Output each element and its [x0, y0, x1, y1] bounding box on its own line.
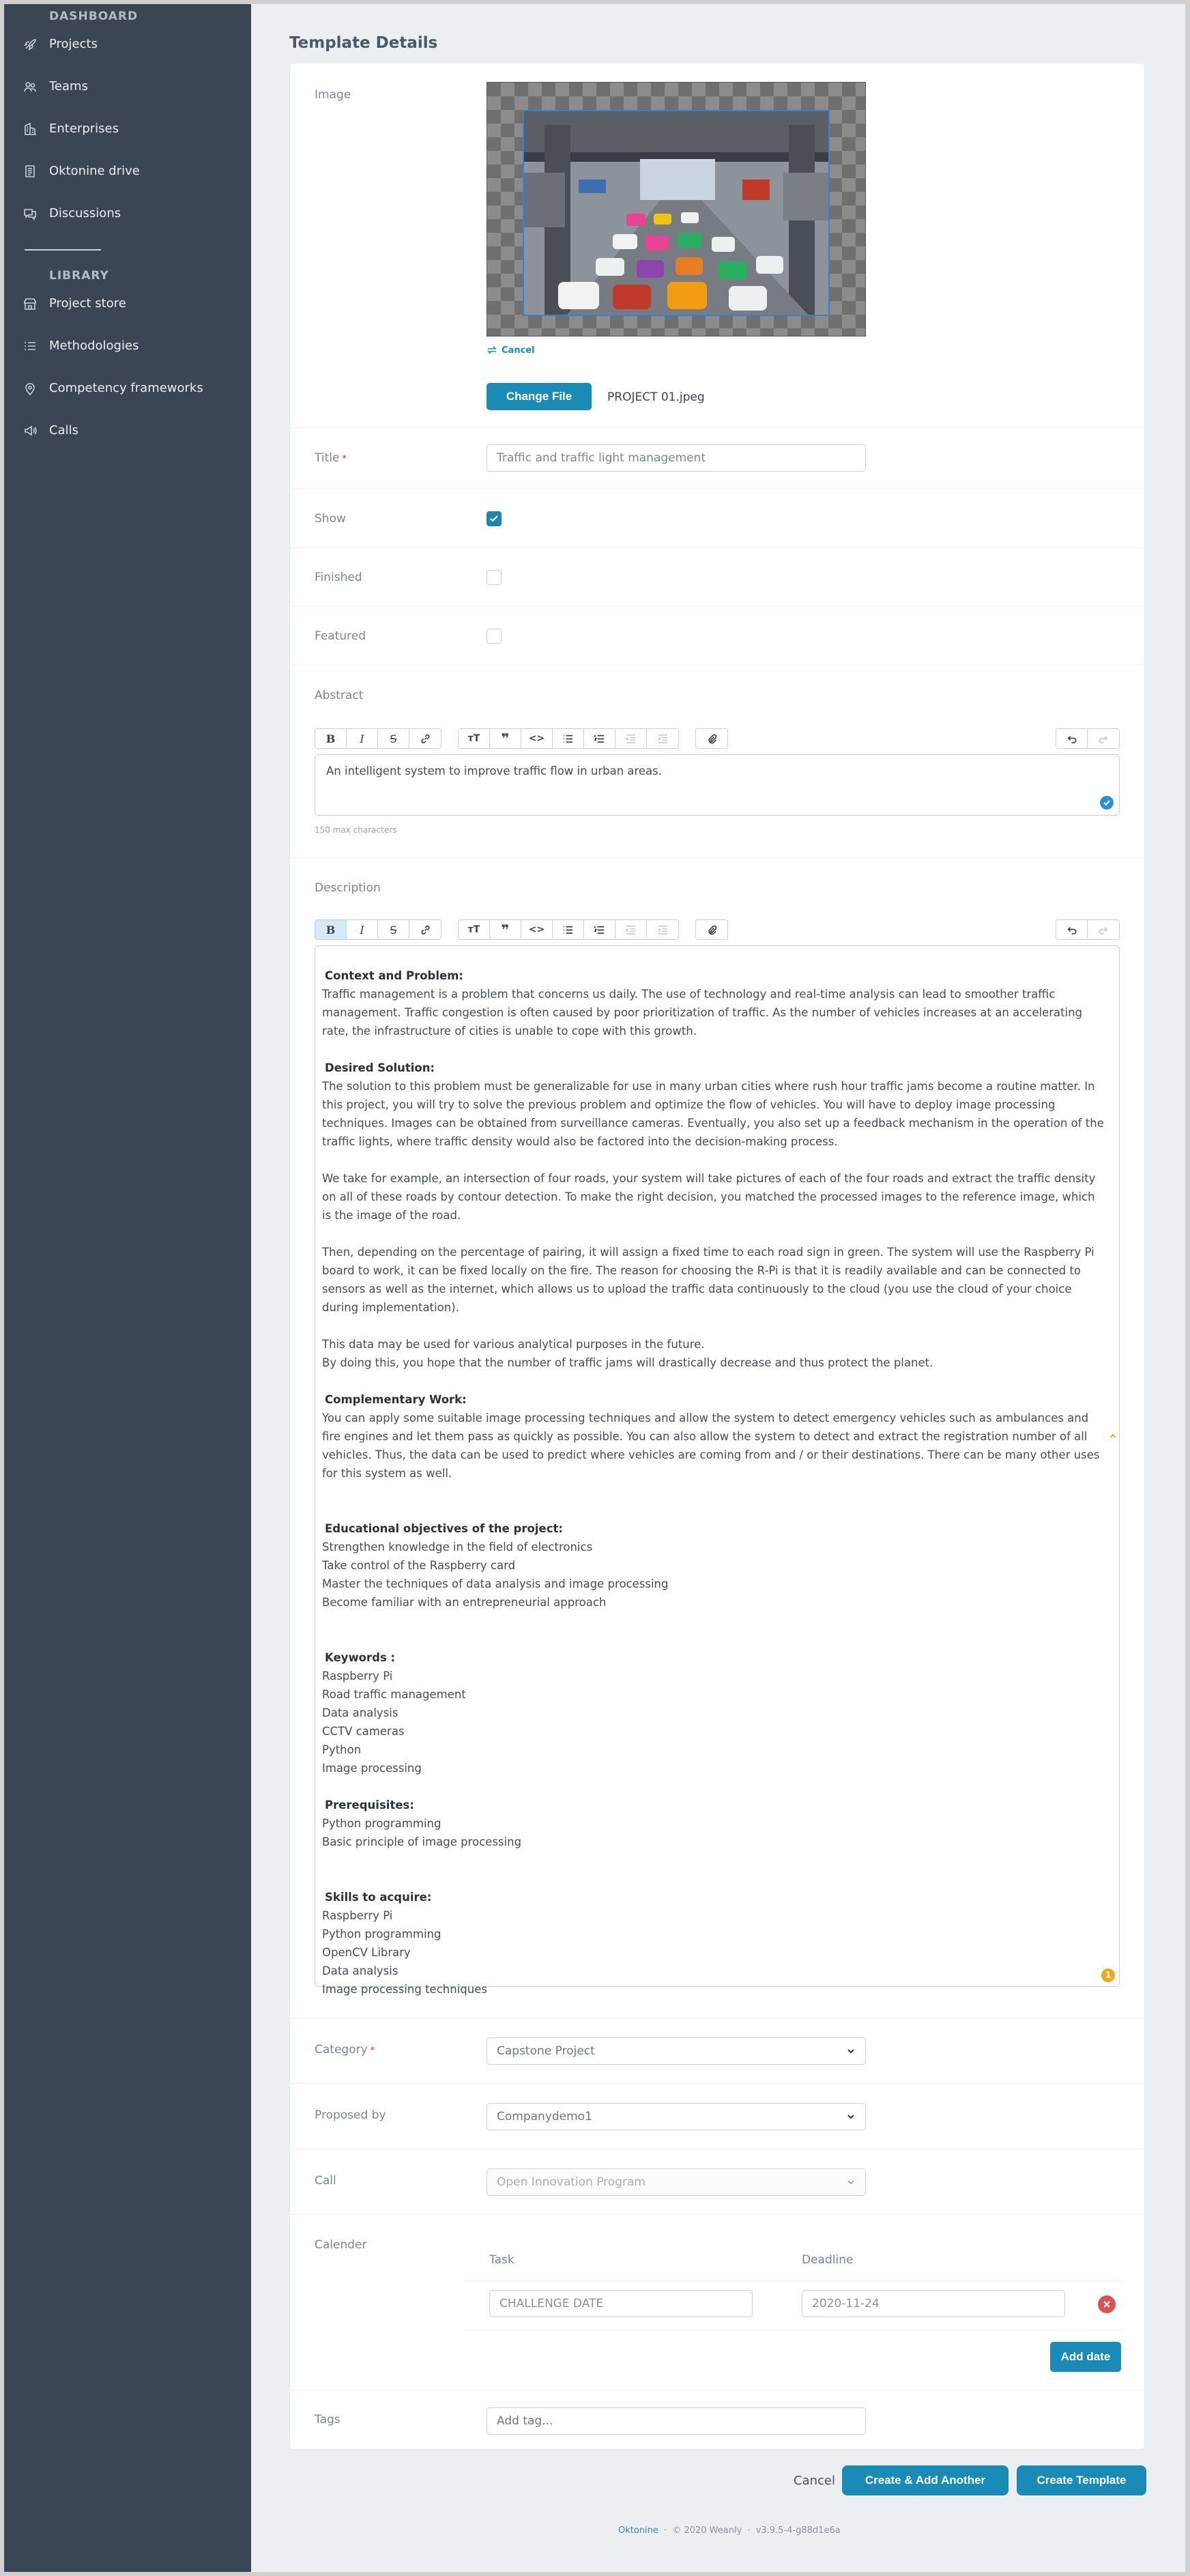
description-heading: Keywords :	[325, 1651, 396, 1664]
description-spacer	[315, 1040, 1119, 1059]
chevron-down-icon	[846, 2112, 856, 2121]
description-content	[315, 967, 1119, 1999]
numbered-list-button[interactable]	[584, 729, 615, 748]
sidebar-heading-library: LIBRARY	[49, 269, 109, 283]
sidebar-item-label: Oktonine drive	[49, 164, 140, 178]
bullet-list-icon	[562, 733, 574, 745]
description-paragraph: Data analysis	[322, 1964, 398, 1977]
attach-group	[695, 728, 728, 749]
description-paragraph: Raspberry Pi	[322, 1670, 393, 1683]
italic-button[interactable]: I	[347, 729, 378, 748]
sidebar-item-enterprises[interactable]	[23, 121, 119, 136]
cancel-button[interactable]: Cancel	[794, 2474, 835, 2488]
proposed-by-label: Proposed by	[315, 2108, 386, 2122]
outdent-button[interactable]	[615, 920, 647, 939]
title-input[interactable]: Traffic and traffic light management	[487, 444, 866, 472]
description-spacer	[315, 1501, 1119, 1519]
file-name: PROJECT 01.jpeg	[607, 390, 705, 404]
call-label: Call	[315, 2174, 336, 2188]
tags-input[interactable]	[487, 2407, 866, 2435]
sidebar-item-competency-frameworks[interactable]	[23, 381, 203, 395]
sidebar-item-label: Teams	[49, 79, 88, 94]
sidebar-item-label: Project store	[49, 296, 126, 311]
sidebar-item-label: Calls	[49, 423, 78, 438]
description-spacer	[315, 1612, 1119, 1630]
abstract-history-group	[1056, 728, 1120, 749]
description-history-group	[1056, 919, 1120, 940]
finished-row	[290, 548, 1144, 607]
rocket-icon	[23, 38, 37, 51]
sidebar-item-calls[interactable]	[23, 423, 78, 438]
attach-button[interactable]	[696, 729, 727, 748]
footer-copyright: © 2020 Weanly	[672, 2525, 742, 2536]
description-spacer	[315, 1225, 1119, 1243]
description-paragraph: Master the techniques of data analysis and image processing	[322, 1577, 669, 1590]
outdent-icon	[625, 924, 637, 936]
heading-button[interactable]: тT	[459, 729, 490, 748]
bold-button[interactable]: B	[315, 920, 347, 939]
footer-brand-link[interactable]: Oktonine	[618, 2525, 658, 2536]
list-icon	[23, 339, 37, 353]
image-label: Image	[315, 88, 351, 102]
description-toolbar	[315, 919, 744, 940]
description-paragraph: Become familiar with an entrepreneurial approach	[322, 1596, 607, 1609]
call-row	[290, 2149, 1144, 2215]
description-paragraph: Traffic management is a problem that concerns us daily. The use of technology and real-time analysis can lead to smoother traffic management. Traffic congestion is often caused by poor prioritization of traffic. As the number of vehicles increases at an accelerating rate, the infrastructure of cities is unable to cope with this growth.	[322, 988, 1083, 1037]
format-group	[315, 919, 441, 940]
indent-button[interactable]	[647, 920, 678, 939]
footer-separator: ·	[664, 2525, 667, 2536]
italic-button[interactable]: I	[347, 920, 378, 939]
description-heading: Desired Solution:	[325, 1061, 435, 1074]
create-add-another-button[interactable]: Create & Add Another	[842, 2465, 1008, 2495]
strikethrough-button[interactable]: S	[378, 920, 409, 939]
swap-icon	[487, 345, 497, 356]
image-preview[interactable]	[523, 110, 830, 316]
sidebar-divider	[25, 249, 101, 251]
description-label: Description	[315, 881, 381, 895]
sidebar-item-label: Discussions	[49, 206, 121, 220]
sidebar-item-label: Enterprises	[49, 121, 119, 136]
heading-button[interactable]: тT	[459, 920, 490, 939]
check-icon	[1103, 799, 1111, 807]
change-file-button[interactable]: Change File	[487, 383, 592, 410]
description-editor[interactable]	[315, 945, 1120, 1996]
description-paragraph: Strengthen knowledge in the field of electronics	[322, 1541, 593, 1554]
image-row	[290, 63, 1144, 428]
description-paragraph: This data may be used for various analytical purposes in the future.	[322, 1338, 705, 1351]
chevron-down-icon	[846, 2177, 856, 2187]
description-paragraph: Basic principle of image processing	[322, 1835, 522, 1848]
footer	[618, 2525, 841, 2536]
proposed-by-select[interactable]	[487, 2103, 866, 2130]
description-heading: Complementary Work:	[325, 1393, 467, 1406]
store-icon	[23, 297, 37, 311]
template-form-card	[289, 63, 1145, 2450]
redo-icon	[1098, 733, 1109, 745]
description-paragraph: Image processing techniques	[322, 1983, 487, 1996]
quote-button[interactable]: ❞	[490, 920, 521, 939]
abstract-label: Abstract	[315, 689, 364, 702]
description-paragraph: You can apply some suitable image processing techniques and allow the system to detect emergency vehicles such as ambulances and fire engines and let them pass as quickly as possible. You can also allow the system to detect and extract the registration number of all vehicles. Thus, the data can be used to predict where vehicles are coming from and / or their destinations. There can be many other uses for this system as well.	[322, 1412, 1100, 1480]
description-heading: Prerequisites:	[325, 1799, 414, 1812]
abstract-editor[interactable]	[315, 754, 1120, 816]
show-row	[290, 489, 1144, 548]
grammar-check-icon[interactable]	[1100, 796, 1114, 810]
megaphone-icon	[23, 424, 37, 438]
bold-button[interactable]: B	[315, 729, 347, 748]
code-button[interactable]: <>	[521, 729, 553, 748]
sidebar-item-teams[interactable]	[23, 79, 88, 94]
abstract-toolbar	[315, 728, 744, 749]
block-group	[458, 728, 679, 749]
title-label	[315, 451, 347, 465]
category-label-text: Category	[315, 2043, 368, 2057]
category-label	[315, 2043, 375, 2057]
description-spacer	[315, 1630, 1119, 1648]
description-paragraph: Raspberry Pi	[322, 1909, 393, 1922]
sidebar-item-label: Projects	[49, 37, 98, 51]
description-paragraph: The solution to this problem must be generalizable for use in many urban cities where rush hour traffic jams become a routine matter. In this project, you will try to solve the previous problem and optimize the flow of vehicles. You will have to deploy image processing techniques. Images can be obtained from surveillance cameras. Eventually, you also set up a feedback mechanism in the operation of the traffic lights, where traffic density would also be factored into the decision-making process.	[322, 1080, 1104, 1148]
abstract-hint: 150 max characters	[315, 825, 397, 835]
description-paragraph: Road traffic management	[322, 1688, 466, 1701]
task-input[interactable]: CHALLENGE DATE	[489, 2290, 753, 2317]
show-checkbox[interactable]	[487, 511, 502, 526]
link-icon	[420, 924, 431, 936]
description-spacer	[315, 1372, 1119, 1390]
check-icon	[489, 514, 499, 524]
description-spacer	[315, 1777, 1119, 1796]
create-template-button[interactable]: Create Template	[1017, 2465, 1146, 2495]
description-paragraph: Data analysis	[322, 1706, 398, 1719]
sidebar-item-oktonine-drive[interactable]	[23, 164, 140, 178]
sidebar-item-label: Methodologies	[49, 339, 139, 353]
sidebar-item-project-store[interactable]	[23, 296, 126, 311]
building-icon	[23, 122, 37, 136]
chat-icon	[23, 207, 37, 220]
calendar-label: Calender	[315, 2238, 367, 2252]
indent-icon	[657, 733, 669, 745]
bullet-list-icon	[562, 924, 574, 936]
abstract-row	[290, 666, 1144, 858]
attach-group	[695, 919, 728, 940]
calendar-row	[290, 2215, 1144, 2391]
paperclip-icon	[706, 733, 718, 745]
numbered-list-icon	[594, 924, 605, 936]
show-label: Show	[315, 512, 346, 526]
remove-date-button[interactable]	[1098, 2295, 1116, 2313]
app-frame	[4, 4, 1185, 2572]
finished-label: Finished	[315, 571, 362, 584]
page-title: Template Details	[289, 34, 438, 52]
undo-icon	[1066, 924, 1077, 936]
link-button[interactable]	[409, 920, 441, 939]
numbered-list-icon	[594, 733, 605, 745]
description-paragraph: Python programming	[322, 1817, 441, 1830]
chevron-down-icon	[846, 2046, 856, 2056]
indent-icon	[657, 924, 669, 936]
main-content	[251, 4, 1185, 2572]
description-spacer	[315, 1870, 1119, 1888]
users-icon	[23, 80, 37, 94]
block-group	[458, 919, 679, 940]
description-heading: Skills to acquire:	[325, 1891, 432, 1904]
description-paragraph: Python programming	[322, 1928, 441, 1941]
title-label-text: Title	[315, 451, 340, 465]
description-heading: Context and Problem:	[325, 969, 463, 982]
strikethrough-button[interactable]: S	[378, 729, 409, 748]
description-spacer	[315, 1151, 1119, 1169]
sidebar-item-discussions[interactable]	[23, 206, 121, 220]
featured-label: Featured	[315, 629, 366, 643]
finished-checkbox[interactable]	[487, 570, 502, 585]
description-paragraph: Take control of the Raspberry card	[322, 1559, 516, 1572]
description-paragraph: We take for example, an intersection of four roads, your system will take pictures of each of the four roads and extract the traffic density on all of these roads by contour detection. To make the right decision, you matched the processed images to the reference image, which is the image of the road.	[322, 1172, 1096, 1222]
outdent-button[interactable]	[615, 729, 647, 748]
description-paragraph: Python	[322, 1743, 362, 1756]
calendar-divider	[465, 2280, 1121, 2281]
quote-button[interactable]: ❞	[490, 729, 521, 748]
call-value: Open Innovation Program	[497, 2175, 645, 2189]
close-icon	[1103, 2300, 1111, 2308]
format-group	[315, 728, 441, 749]
required-mark: *	[342, 454, 347, 464]
category-value: Capstone Project	[497, 2044, 595, 2058]
tags-label: Tags	[315, 2413, 340, 2427]
map-pin-icon	[23, 382, 37, 395]
required-mark: *	[370, 2046, 375, 2056]
description-heading: Educational objectives of the project:	[325, 1522, 563, 1535]
sidebar-item-projects[interactable]	[23, 37, 98, 51]
description-spacer	[315, 1851, 1119, 1870]
description-paragraph: Image processing	[322, 1762, 422, 1775]
description-paragraph: OpenCV Library	[322, 1946, 411, 1959]
paperclip-icon	[706, 924, 718, 936]
grammar-warning-icon[interactable]: 1	[1101, 1969, 1115, 1982]
sidebar-heading-dashboard: DASHBOARD	[49, 10, 139, 23]
attach-button[interactable]	[696, 920, 727, 939]
description-paragraph: Then, depending on the percentage of pairing, it will assign a fixed time to each road sign in green. The system will use the Raspberry Pi board to work, it can be fixed locally on the fire. The reason for choosing the R-Pi is that it is readily available and can be connected to sensors as well as the internet, which allows us to upload the traffic data continuously to the cloud (you use the cloud of your choice during implementation).	[322, 1246, 1094, 1314]
description-spacer	[315, 1317, 1119, 1335]
image-crop-area[interactable]	[487, 82, 866, 337]
description-row	[290, 858, 1144, 2018]
sidebar-item-label: Competency frameworks	[49, 381, 203, 395]
deadline-input[interactable]: 2020-11-24	[802, 2290, 1065, 2317]
add-date-button[interactable]: Add date	[1050, 2342, 1121, 2372]
bullet-list-button[interactable]	[553, 920, 584, 939]
category-row	[290, 2018, 1144, 2084]
history-group	[1056, 728, 1120, 749]
footer-separator: ·	[747, 2525, 751, 2536]
document-icon	[23, 164, 37, 178]
tags-row	[290, 2391, 1144, 2450]
sidebar	[4, 4, 251, 2572]
link-icon	[420, 733, 431, 745]
bullet-list-button[interactable]	[553, 729, 584, 748]
description-paragraph: By doing this, you hope that the number of traffic jams will drastically decrease and thus protect the planet.	[322, 1356, 933, 1369]
title-row	[290, 428, 1144, 489]
undo-icon	[1066, 733, 1077, 745]
cancel-label: Cancel	[502, 345, 535, 356]
redo-button[interactable]	[1088, 920, 1119, 939]
undo-button[interactable]	[1056, 920, 1088, 939]
link-button[interactable]	[409, 729, 441, 748]
traffic-photo	[524, 111, 830, 316]
sidebar-item-methodologies[interactable]	[23, 339, 139, 353]
code-button[interactable]: <>	[521, 920, 553, 939]
featured-checkbox[interactable]	[487, 629, 502, 644]
task-header: Task	[489, 2253, 514, 2267]
proposed-by-value: Companydemo1	[497, 2110, 592, 2123]
proposed-by-row	[290, 2084, 1144, 2149]
featured-row	[290, 607, 1144, 666]
redo-button[interactable]	[1088, 729, 1119, 748]
numbered-list-button[interactable]	[584, 920, 615, 939]
description-spacer	[315, 1483, 1119, 1501]
history-group	[1056, 919, 1120, 940]
outdent-icon	[625, 733, 637, 745]
abstract-text: An intelligent system to improve traffic flow in urban areas.	[326, 764, 663, 777]
redo-icon	[1098, 924, 1109, 936]
image-cancel-link[interactable]	[487, 345, 535, 356]
indent-button[interactable]	[647, 729, 678, 748]
description-paragraph: CCTV cameras	[322, 1725, 405, 1738]
footer-version: v3.9.5-4-g88d1e6a	[755, 2525, 841, 2536]
deadline-header: Deadline	[802, 2253, 854, 2267]
undo-button[interactable]	[1056, 729, 1088, 748]
call-select	[487, 2169, 866, 2196]
category-select[interactable]	[487, 2037, 866, 2065]
